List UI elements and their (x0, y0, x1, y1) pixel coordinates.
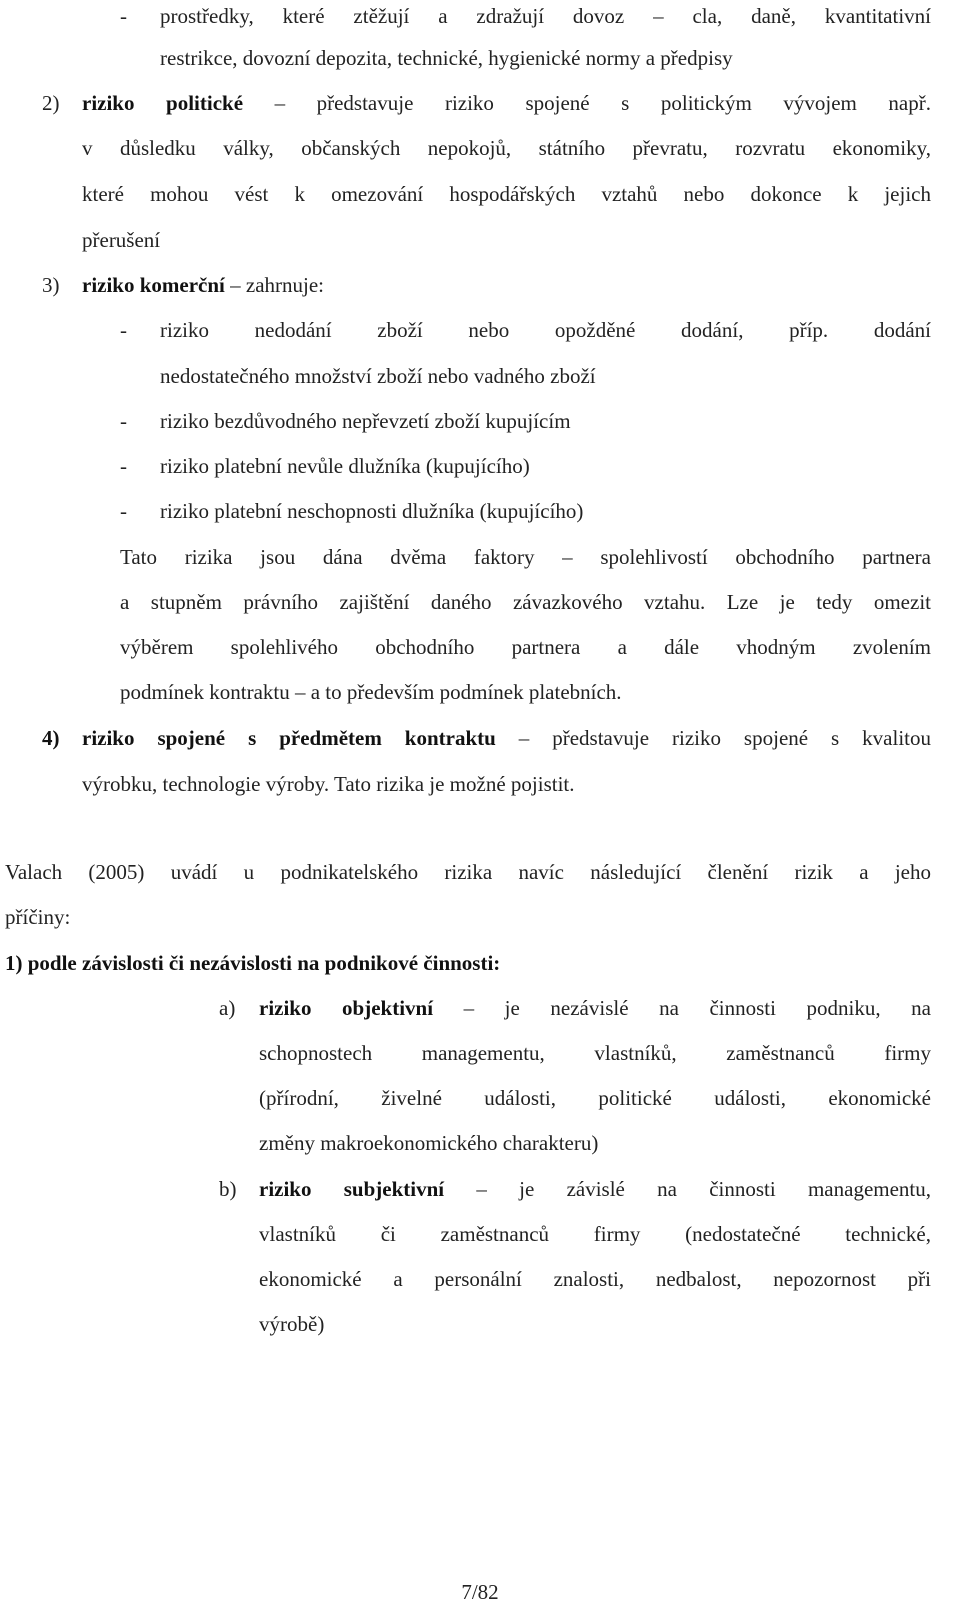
paragraph-line: a stupněm právního zajištění daného závazkového vztahu. Lze je tedy omezit (120, 590, 931, 614)
paragraph-line: výběrem spolehlivého obchodního partnera a dále vhodným zvolením (120, 635, 931, 659)
paragraph-line: (přírodní, živelné události, politické události, ekonomické (259, 1086, 931, 1110)
bullet-dash: - (120, 454, 127, 478)
paragraph-line: výrobě) (259, 1312, 325, 1336)
paragraph-line: ekonomické a personální znalosti, nedbalost, nepozornost při (259, 1267, 931, 1291)
list-item-line (82, 89, 931, 117)
list-number: 2) (42, 91, 60, 115)
paragraph-line: výrobku, technologie výroby. Tato rizika je možné pojistit. (82, 772, 575, 796)
list-item-line (259, 994, 931, 1022)
term-bold: riziko subjektivní (259, 1177, 445, 1201)
page-number: 7/82 (461, 1580, 499, 1604)
list-number: 3) (42, 273, 60, 297)
list-item-line (82, 271, 324, 299)
bullet-line: riziko bezdůvodného nepřevzetí zboží kupujícím (160, 409, 571, 433)
paragraph-line: v důsledku války, občanských nepokojů, státního převratu, rozvratu ekonomiky, (82, 136, 931, 160)
term-bold: riziko politické (82, 91, 244, 115)
list-item-line (82, 724, 931, 752)
list-label: b) (219, 1177, 237, 1201)
paragraph-line: schopnostech managementu, vlastníků, zaměstnanců firmy (259, 1041, 931, 1065)
term-desc: – představuje riziko spojené s kvalitou (518, 726, 931, 750)
term-desc: – představuje riziko spojené s politickým vývojem např. (274, 91, 931, 115)
bullet-line: nedostatečného množství zboží nebo vadného zboží (160, 364, 596, 388)
list-item-line (259, 1175, 931, 1203)
term-desc: – zahrnuje: (230, 273, 325, 297)
bullet-line: riziko platební nevůle dlužníka (kupujícího) (160, 454, 530, 478)
section-heading: 1) podle závislosti či nezávislosti na podnikové činnosti: (5, 951, 501, 975)
paragraph-line: přerušení (82, 228, 161, 252)
bullet-line: riziko platební neschopnosti dlužníka (kupujícího) (160, 499, 584, 523)
bullet-dash: - (120, 499, 127, 523)
list-number: 4) (42, 726, 60, 750)
bullet-dash: - (120, 318, 127, 342)
paragraph-line: vlastníků či zaměstnanců firmy (nedostatečné technické, (259, 1222, 931, 1246)
term-bold: riziko objektivní (259, 996, 434, 1020)
term-bold: riziko komerční (82, 273, 225, 297)
paragraph-line: které mohou vést k omezování hospodářských vztahů nebo dokonce k jejich (82, 182, 931, 206)
paragraph-line: příčiny: (5, 905, 71, 929)
list-label: a) (219, 996, 236, 1020)
paragraph-line: podmínek kontraktu – a to především podmínek platebních. (120, 680, 622, 704)
term-desc: – je nezávislé na činnosti podniku, na (463, 996, 931, 1020)
bullet-dash: - (120, 409, 127, 433)
term-bold: riziko spojené s předmětem kontraktu (82, 726, 496, 750)
paragraph-line: restrikce, dovozní depozita, technické, hygienické normy a předpisy (160, 46, 733, 70)
bullet-line: riziko nedodání zboží nebo opožděné dodání, příp. dodání (160, 318, 931, 342)
term-desc: – je závislé na činnosti managementu, (476, 1177, 931, 1201)
paragraph-line: změny makroekonomického charakteru) (259, 1131, 599, 1155)
paragraph-line: Valach (2005) uvádí u podnikatelského rizika navíc následující členění rizik a jeho (5, 860, 931, 884)
paragraph-line: Tato rizika jsou dána dvěma faktory – spolehlivostí obchodního partnera (120, 545, 931, 569)
bullet-dash: - (120, 4, 127, 28)
paragraph-line: prostředky, které ztěžují a zdražují dovoz – cla, daně, kvantitativní (160, 4, 931, 28)
